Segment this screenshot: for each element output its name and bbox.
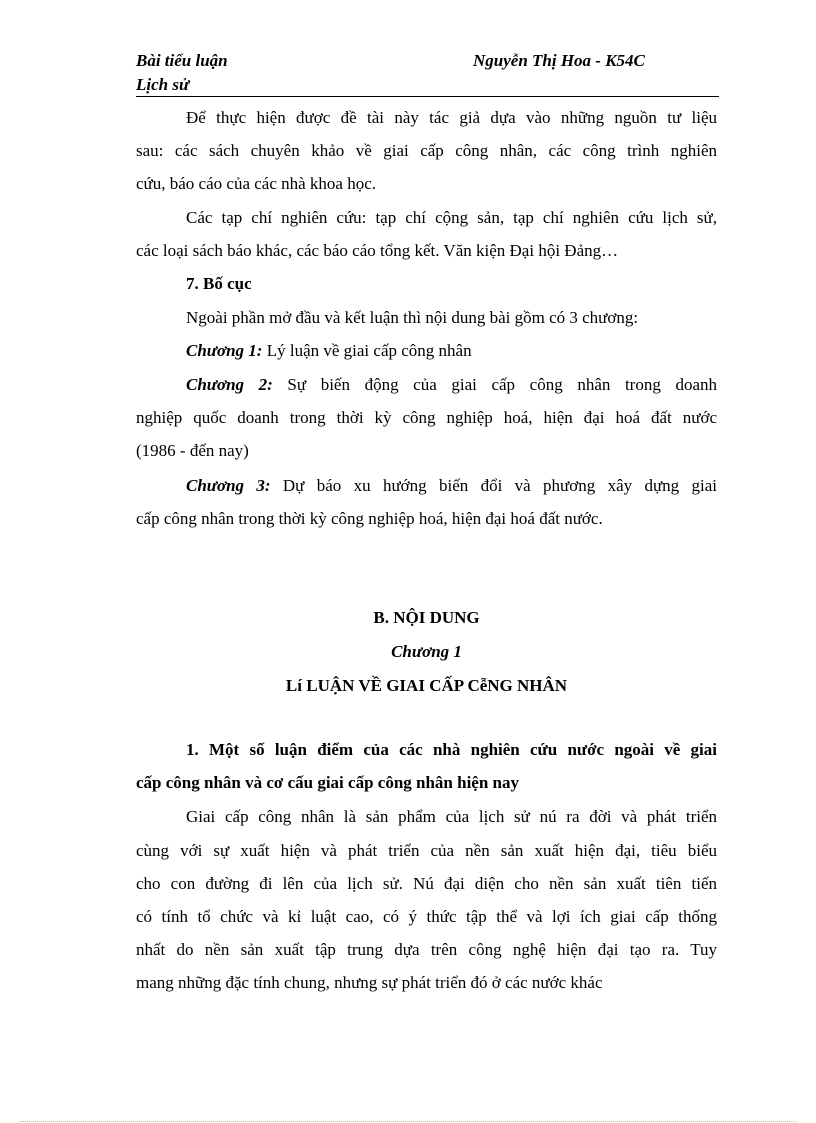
header-subject: Lịch sử (136, 75, 190, 94)
section-title: B. NỘI DUNG (373, 608, 480, 627)
subsection-heading: 1. Một số luận điểm của các nhà nghiên cứu nước ngoài về giai (186, 740, 717, 759)
paragraph-line: mang những đặc tính chung, nhưng sự phát triển đó ở các nước khác (136, 973, 603, 992)
paragraph-line: các loại sách báo khác, các báo cáo tổng kết. Văn kiện Đại hội Đảng… (136, 241, 619, 260)
subsection-heading: cấp công nhân và cơ cấu giai cấp công nhân hiện nay (136, 773, 520, 792)
paragraph-line: nhất do nền sản xuất tập trung dựa trên công nghệ hiện đại tạo ra. Tuy (136, 940, 717, 959)
chapter-item (186, 340, 717, 362)
chapter-item (186, 475, 717, 497)
header-author: Nguyễn Thị Hoa - K54C (473, 51, 645, 70)
paragraph-line: Ngoài phần mở đầu và kết luận thì nội dung bài gồm có 3 chương: (186, 308, 639, 327)
paragraph-line: nghiệp quốc doanh trong thời kỳ công nghiệp hoá, hiện đại hoá đất nước (136, 408, 717, 427)
chapter-item (186, 374, 717, 396)
page-bottom-divider (20, 1121, 796, 1122)
paragraph-line: Để thực hiện được đề tài này tác giả dựa vào những nguồn tư liệu (186, 108, 717, 127)
chapter-label: Chương 3: (186, 476, 271, 495)
paragraph-line: sau: các sách chuyên khảo về giai cấp công nhân, các công trình nghiên (136, 141, 717, 160)
paragraph-line: cho con đường đi lên của lịch sử. Nú đại diện cho nền sản xuất tiên tiến (136, 874, 717, 893)
header-divider (136, 96, 719, 97)
chapter-title: Lí LUẬN VỀ GIAI CẤP CễNG NHÂN (285, 676, 568, 695)
paragraph-line: Giai cấp công nhân là sản phẩm của lịch sử nú ra đời và phát triển (186, 807, 717, 826)
paragraph-line: có tính tổ chức và kỉ luật cao, có ý thức tập thể và lợi ích giai cấp thống (136, 907, 717, 926)
paragraph-line: cấp công nhân trong thời kỳ công nghiệp hoá, hiện đại hoá đất nước. (136, 509, 603, 528)
paragraph-line: cứu, báo cáo của các nhà khoa học. (136, 174, 377, 193)
section-heading: 7. Bố cục (186, 274, 252, 293)
paragraph-line: (1986 - đến nay) (136, 441, 249, 460)
chapter-text: Lý luận về giai cấp công nhân (262, 341, 472, 360)
chapter-label: Chương 1: (186, 341, 263, 360)
header-course-title: Bài tiểu luận (136, 51, 228, 70)
paragraph-line: Các tạp chí nghiên cứu: tạp chí cộng sản, tạp chí nghiên cứu lịch sử, (186, 208, 717, 227)
chapter-text: Sự biến động của giai cấp công nhân trong doanh (272, 375, 717, 394)
paragraph-line: cùng với sự xuất hiện và phát triển của nền sản xuất hiện đại, tiêu biểu (136, 841, 717, 860)
chapter-text: Dự báo xu hướng biến đổi và phương xây dựng giai (270, 476, 718, 495)
chapter-label: Chương 2: (186, 375, 273, 394)
chapter-heading: Chương 1 (391, 642, 462, 661)
